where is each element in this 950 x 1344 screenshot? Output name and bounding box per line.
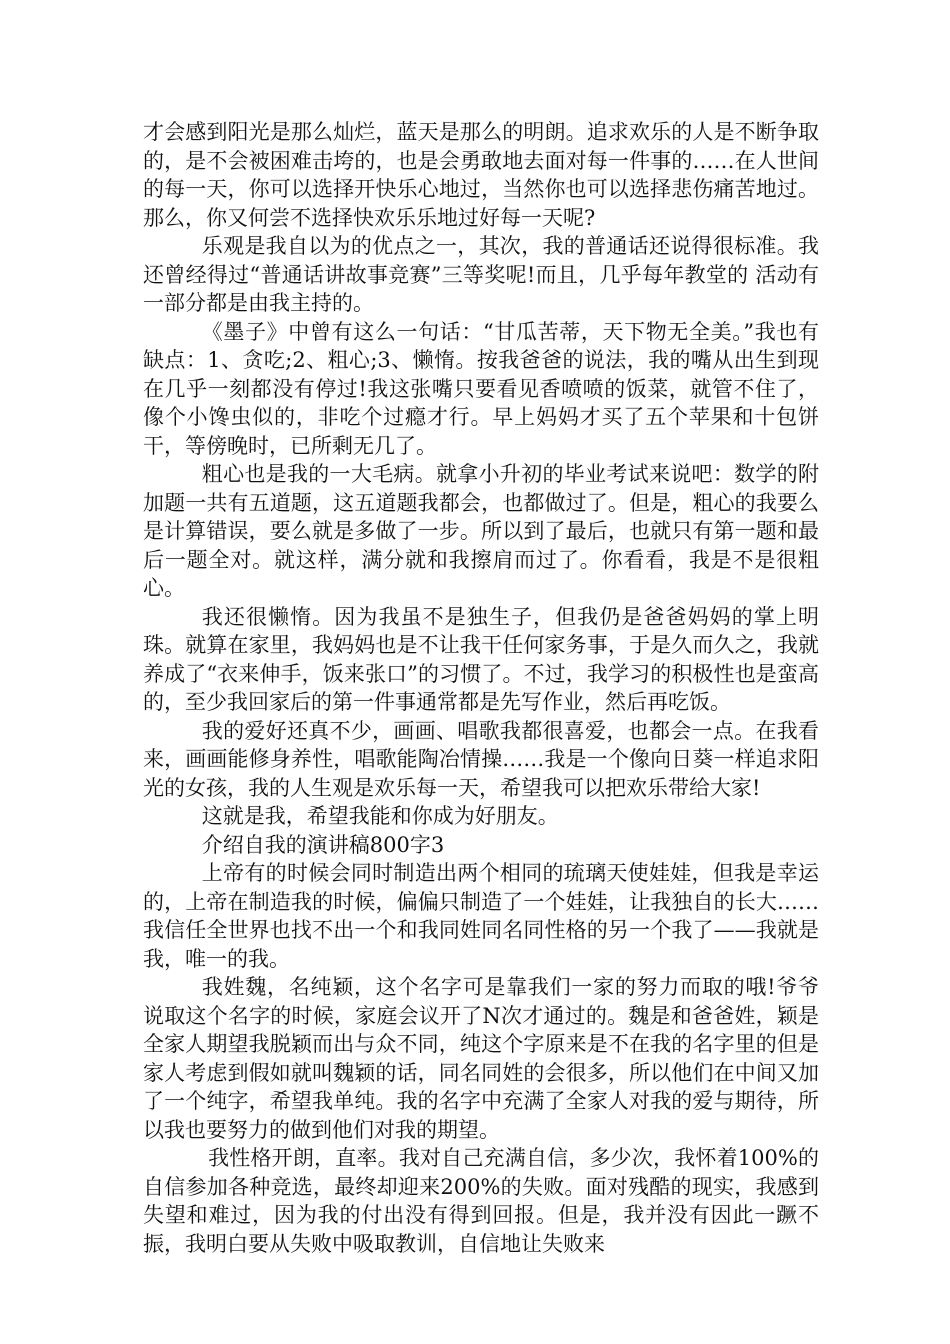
paragraph-9: 我姓魏，名纯颖，这个名字可是靠我们一家的努力而取的哦!爷爷说取这个名字的时候，家庭会议开了N次才通过的。魏是和爸爸姓，颖是全家人期望我脱颖而出与众不同，纯这个字原来是不在我的名字里的但是家人考虑到假如就叫魏颖的话，同名同姓的会很多，所以他们在中间又加了一个纯字，希望我单纯。我的名字中充满了全家人对我的爱与期待，所以我也要努力的做到他们对我的期望。 <box>143 975 819 1142</box>
paragraph-3: 《墨子》中曾有这么一句话：“甘瓜苦蒂，天下物无全美。”我也有缺点：1、贪吃;2、粗心;3、懒惰。按我爸爸的说法，我的嘴从出生到现在几乎一刻都没有停过!我这张嘴只要看见香喷喷的饭菜，就管不住了，像个小馋虫似的，非吃个过瘾才行。早上妈妈才买了五个苹果和十包饼干，等傍晚时，已所剩无几了。 <box>143 319 819 458</box>
paragraph-6: 我的爱好还真不少，画画、唱歌我都很喜爱，也都会一点。在我看来，画画能修身养性，唱歌能陶冶情操……我是一个像向日葵一样追求阳光的女孩，我的人生观是欢乐每一天，希望我可以把欢乐带给大家! <box>143 718 819 800</box>
paragraph-7: 这就是我，希望我能和你成为好朋友。 <box>201 804 559 828</box>
paragraph-1: 才会感到阳光是那么灿烂，蓝天是那么的明朗。追求欢乐的人是不断争取的，是不会被困难击垮的，也是会勇敢地去面对每一件事的……在人世间的每一天，你可以选择开快乐心地过，当然你也可以选择悲伤痛苦地过。那么，你又何尝不选择快欢乐乐地过好每一天呢? <box>143 120 819 230</box>
paragraph-2: 乐观是我自以为的优点之一，其次，我的普通话还说得很标准。我还曾经得过“普通话讲故事竞赛”三等奖呢!而且，几乎每年教堂的 活动有一部分都是由我主持的。 <box>143 234 819 315</box>
paragraph-4: 粗心也是我的一大毛病。就拿小升初的毕业考试来说吧：数学的附加题一共有五道题，这五道题我都会，也都做过了。但是，粗心的我要么是计算错误，要么就是多做了一步。所以到了最后，也就只有第一题和最后一题全对。就这样，满分就和我擦肩而过了。你看看，我是不是很粗心。 <box>143 462 819 600</box>
paragraph-5: 我还很懒惰。因为我虽不是独生子，但我仍是爸爸妈妈的掌上明珠。就算在家里，我妈妈也是不让我干任何家务事，于是久而久之，我就养成了“衣来伸手，饭来张口”的习惯了。不过，我学习的积极性也是蛮高的，至少我回家后的第一件事通常都是先写作业，然后再吃饭。 <box>143 604 819 714</box>
section-heading: 介绍自我的演讲稿800字3 <box>201 832 445 857</box>
document-body <box>143 118 819 1258</box>
paragraph-10: 我性格开朗，直率。我对自己充满自信，多少次，我怀着100%的自信参加各种竞选，最终却迎来200%的失败。面对残酷的现实，我感到失望和难过，因为我的付出没有得到回报。但是，我并没有因此一蹶不振，我明白要从失败中吸取教训，自信地让失败来 <box>143 1146 819 1256</box>
paragraph-8: 上帝有的时候会同时制造出两个相同的琉璃天使娃娃，但我是幸运的，上帝在制造我的时候，偏偏只制造了一个娃娃，让我独自的长大……我信任全世界也找不出一个和我同姓同名同性格的另一个我了——我就是我，唯一的我。 <box>143 861 819 971</box>
